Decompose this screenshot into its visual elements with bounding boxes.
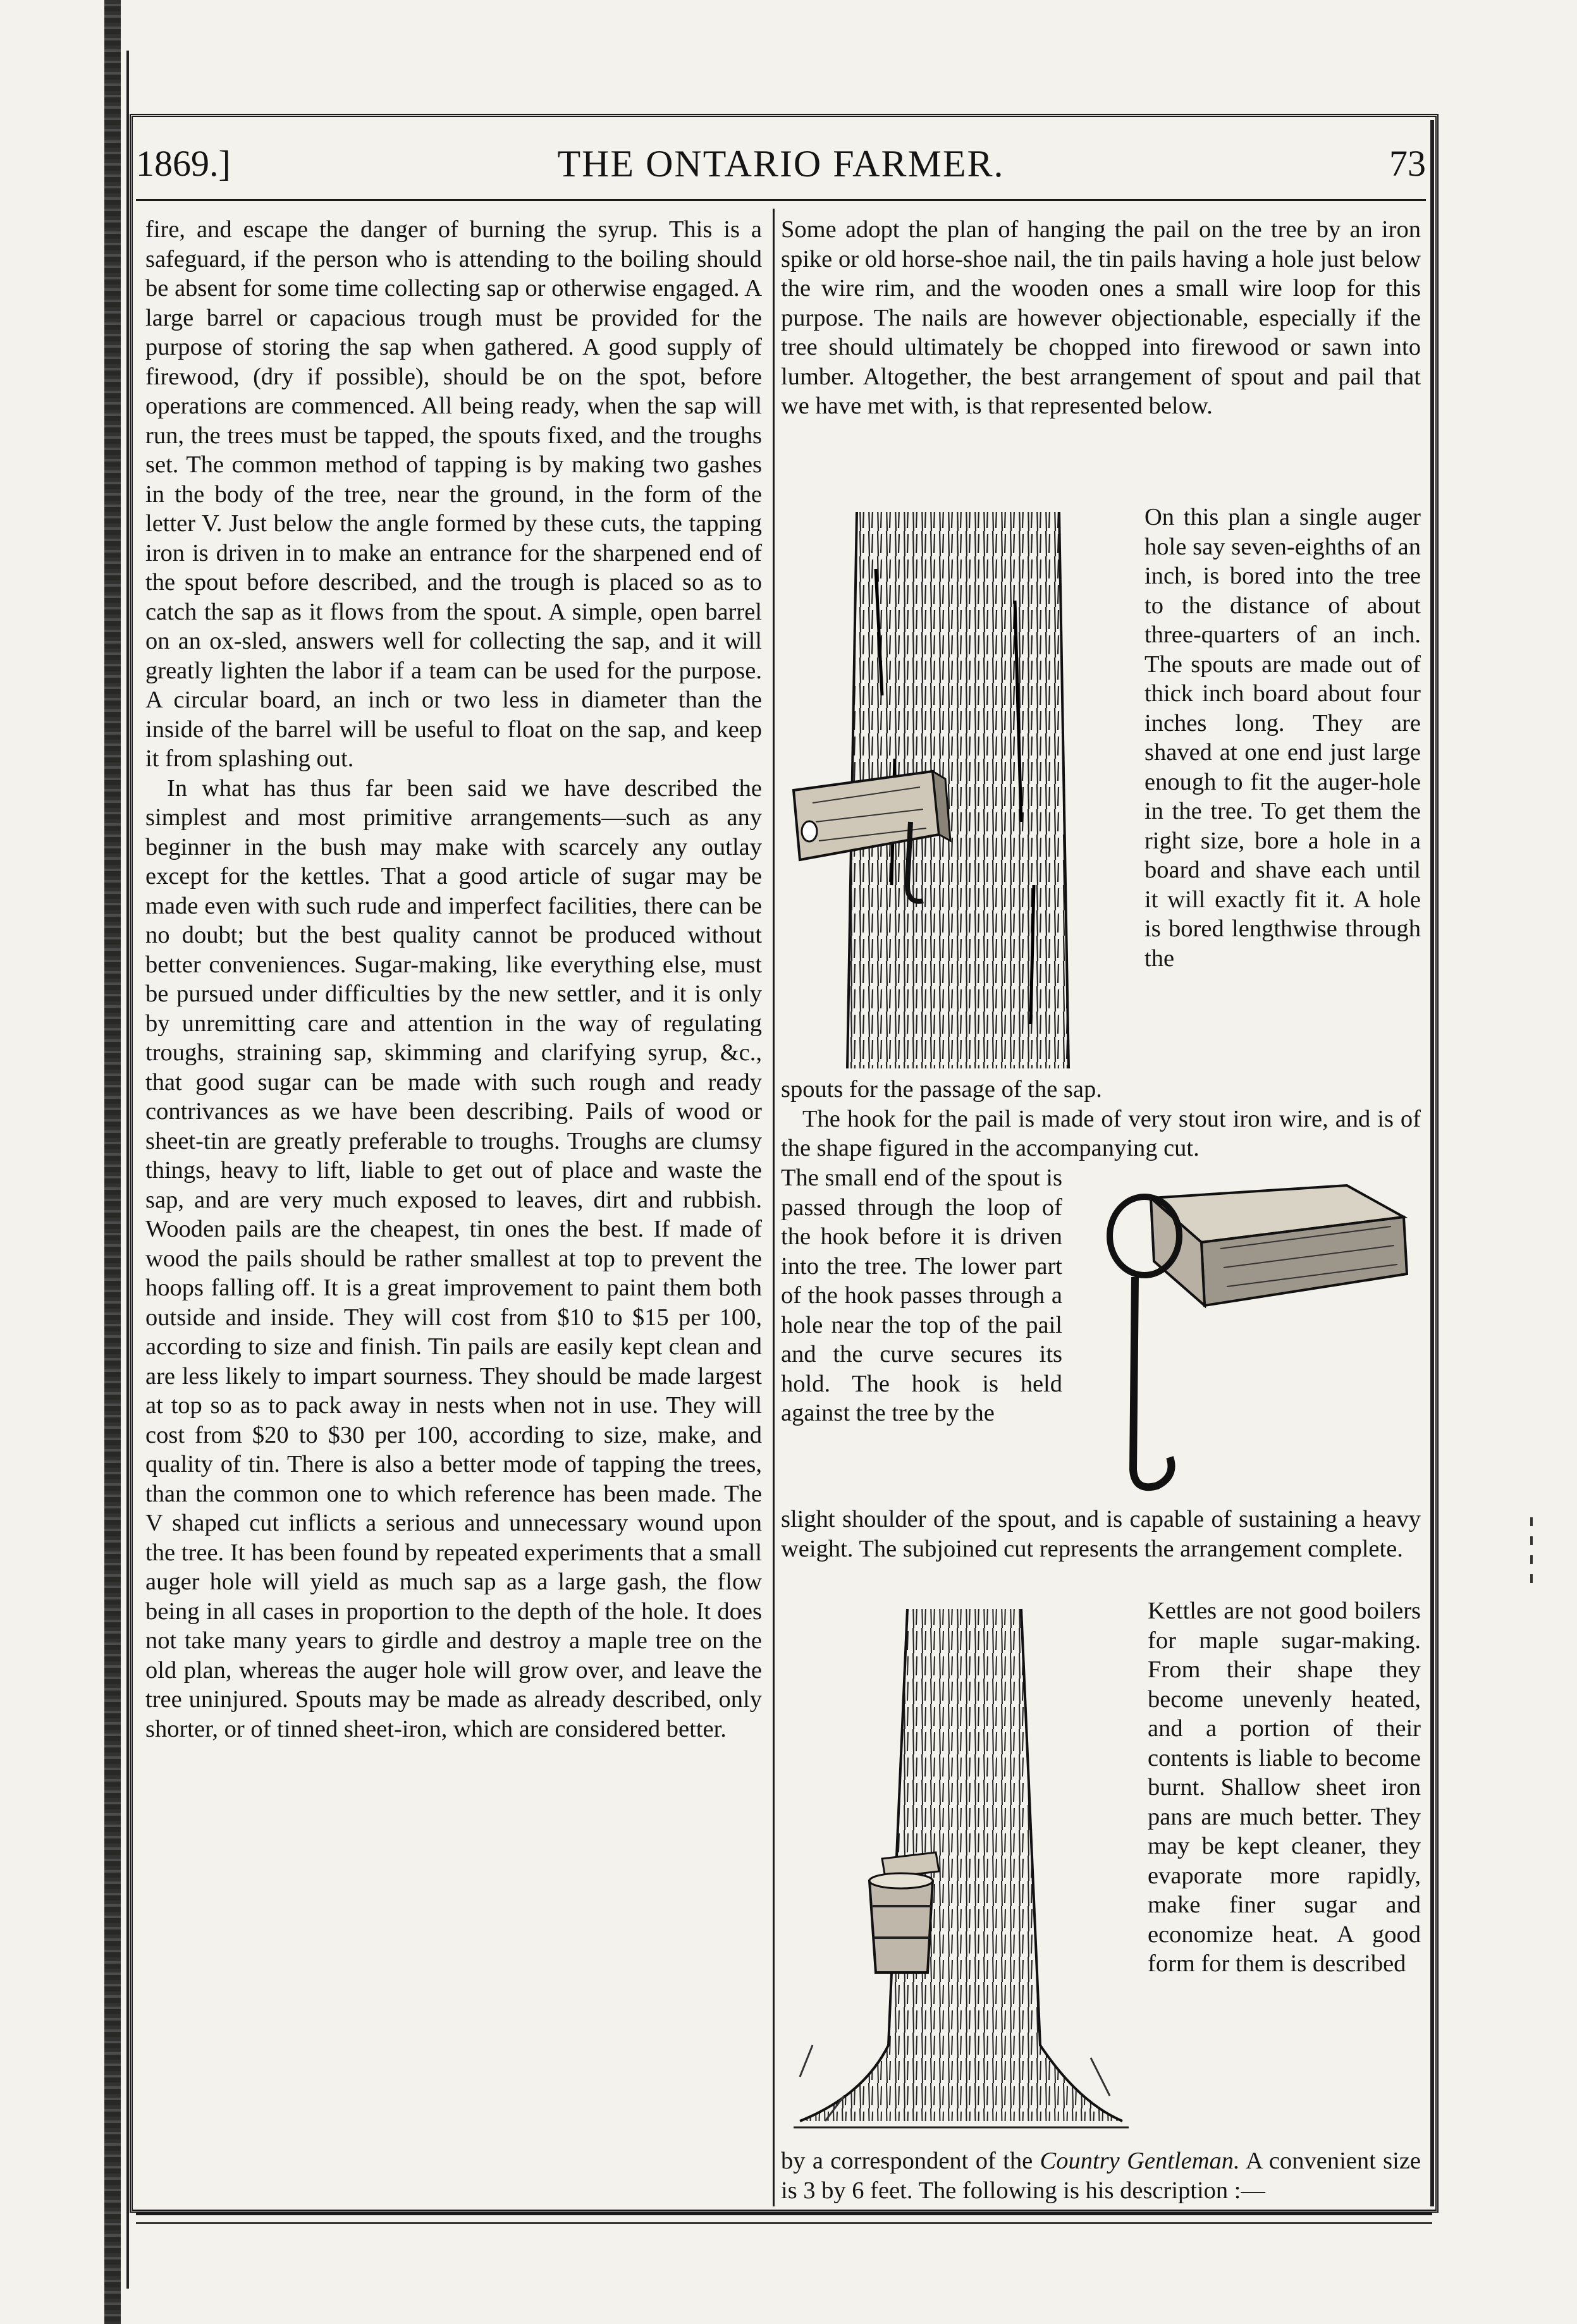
final-text-a: by a correspondent of the [781,2148,1040,2174]
tree-with-pail-engraving [787,1603,1132,2140]
right-paragraph-hook-intro [781,1075,1421,1163]
column-divider [773,209,775,2206]
right-paragraph-auger [1144,503,1421,973]
left-column [145,215,762,2200]
bottom-rule-inner [136,2222,1432,2224]
spout-hook-illustration [1075,1173,1421,1501]
tree-spout-illustration [787,506,1132,1068]
binding-spine [104,0,121,2324]
right-text-hook-end: slight shoulder of the spout, and is capable of sustaining a heavy weight. The subjoined cut represents the arrangement complete. [781,1506,1421,1562]
header-title: THE ONTARIO FARMER. [557,143,1005,185]
left-paragraph-1: fire, and escape the danger of burning the syrup. This is a safeguard, if the person who is attending to the boiling should be absent for some time collecting sap or otherwise engaged. A large barrel or capacious trough must be provided for the purpose of storing the sap when gathered. A good supply of firewood, (dry if possible), should be on the spot, before operations are commenced. All being ready, when the sap will run, the trees must be tapped, the spouts fixed, and the troughs set. The common method of tapping is by making two gashes in the body of the tree, near the ground, in the form of the letter V. Just below the angle formed by these cuts, the tapping iron is driven in to make an entrance for the sharpened end of the spout before described, and the trough is placed so as to catch the sap as it flows from the spout. A simple, open barrel on an ox-sled, answers well for collecting the sap, and it will greatly lighten the labor if a team can be used for the purpose. A circular board, an inch or two less in diameter than the inside of the barrel will be useful to float on the sap, and keep it from splashing out. [145,216,762,772]
running-header [136,136,1426,201]
binding-edge-rule [126,51,129,2289]
right-text-kettles: Kettles are not good boilers for maple sugar-making. From their shape they become unevenly heated, and a portion of their contents is liable to become burnt. Shallow sheet iron pans are much better. They may be kept cleaner, they evaporate more rapidly, make finer sugar and economize heat. A good form for them is described [1148,1598,1421,1977]
right-text-hanging: Some adopt the plan of hanging the pail on the tree by an iron spike or old horse-shoe nail, the tin pails having a hole just below the wire rim, and the wooden ones a small wire loop for this purpose. The nails are however objectionable, especially if the tree should ultimately be chopped into firewood or sawn into lumber. Altogether, the best arrangement of spout and pail that we have met with, is that represented below. [781,216,1421,419]
right-text-auger: On this plan a single auger hole say seven-eighths of an inch, is bored into the tree to the distance of about three-quarters of an inch. The spouts are made out of thick inch board about four inches long. They are shaved at one end just large enough to fit the auger-hole in the tree. To get them the right size, bore a hole in a board and shave each until it will exactly fit it. A hole is bored lengthwise through the [1144,504,1421,972]
final-text-publication: Country Gentleman. [1040,2148,1240,2174]
bottom-rule [136,2213,1432,2215]
tree-with-spout-engraving [787,506,1132,1068]
right-text-final [781,2146,1421,2205]
header-year: 1869.] [136,143,231,184]
right-paragraph-final [781,2146,1421,2205]
right-paragraph-kettles [1148,1596,1421,1979]
page-border-right-rule [1430,120,1434,2206]
tree-pail-illustration [787,1603,1132,2140]
page-number: 73 [1389,143,1426,184]
right-paragraph-hook [781,1163,1062,1428]
right-text-hook-intro: The hook for the pail is made of very stout iron wire, and is of the shape figured in the accompanying cut. [781,1105,1421,1161]
right-text-auger-end: spouts for the passage of the sap. [781,1076,1102,1103]
left-paragraph-2: In what has thus far been said we have described the simplest and most primitive arrangements—such as any beginner in the bush may make with scarcely any outlay except for the kettles. That a good article of sugar may be made even with such rude and imperfect facilities, there can be no doubt; but the best quality cannot be produced without better conveniences. Sugar-making, like everything else, must be pursued under difficulties by the new settler, and it is only by unremitting care and attention in the way of regulating troughs, straining sap, skimming and clarifying syrup, &c., that good sugar can be made with such rough and ready contrivances as we have been describing. Pails of wood or sheet-tin are greatly preferable to troughs. Troughs are clumsy things, heavy to lift, liable to get out of place and waste the sap, and are very much exposed to leaves, dirt and rubbish. Wooden pails are the cheapest, tin ones the best. If made of wood the pails should be rather smallest at top to prevent the hoops falling off. It is a great improvement to paint them both outside and inside. They will cost from $10 to $15 per 100, according to size and finish. Tin pails are easily kept clean and are less likely to impart sourness. They should be made largest at top so as to pack away in nests when not in use. They will cost from $20 to $30 per 100, according to size, make, and quality of tin. There is also a better mode of tapping the trees, than the common one to which reference has been made. The V shaped cut inflicts a serious and unnecessary wound upon the tree. It has been found by repeated experiments that a small auger hole will yield as much sap as a large gash, the flow being in all cases in proportion to the depth of the hole. It does not take many years to girdle and destroy a maple tree on the old plan, whereas the auger hole will grow over, and leave the tree uninjured. Spouts may be made as already described, only shorter, or of tinned sheet-iron, which are considered better. [145,774,762,1742]
right-paragraph-hanging [781,215,1421,421]
right-paragraph-hook-end [781,1505,1421,1563]
page-edge-marks [1530,1517,1533,1593]
spout-and-hook-engraving [1075,1173,1421,1501]
right-text-hook: The small end of the spout is passed through the loop of the hook before it is driven into the tree. The lower part of the hook passes through a hole near the top of the pail and the curve secures its hold. The hook is held against the tree by the [781,1165,1062,1426]
final-text-b: A convenient size is 3 by 6 feet. The following is his description :— [781,2148,1421,2204]
